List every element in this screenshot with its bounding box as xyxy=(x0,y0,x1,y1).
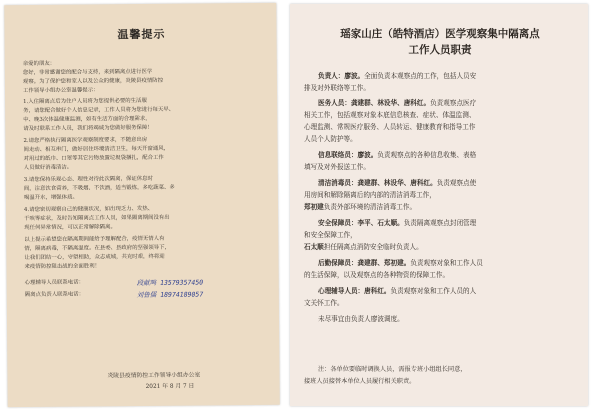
duty-line xyxy=(304,219,476,227)
notice-line: 干咳等症状，及时告知隔离点工作人员，如果隔离期间没有出 xyxy=(24,214,170,223)
notice-line: 您好，非常感谢您的配合与支持，来到隔离点进行医学 xyxy=(22,68,153,77)
duty-text: 的生活保障，以及观察点的各种物资的保障工作。 xyxy=(304,271,450,279)
duty-text: 文关怀工作。 xyxy=(304,299,344,307)
right-notice-title-line1: 瑶家山庄（皓特酒店）医学观察集中隔离点 xyxy=(340,28,540,40)
duty-line xyxy=(304,299,344,307)
footer-organization: 炎陵县疫情防控工作领导小组办公室 xyxy=(107,372,201,380)
notice-line: 2.请您严格执行隔离医学观察制度要求，不随意出房 xyxy=(23,136,148,145)
duty-text: 负责观察点使 xyxy=(436,179,477,187)
duty-role: 负责人：廖波。 xyxy=(318,72,365,80)
left-notice-title: 温馨提示 xyxy=(117,27,166,42)
right-notice-sheet xyxy=(290,4,588,406)
duty-text: 人员个人防护等。 xyxy=(304,135,357,143)
duty-text: 排及对外联络等工作。 xyxy=(304,84,370,92)
notice-line: 人员做好消毒清洁。 xyxy=(23,164,73,172)
duty-line xyxy=(304,191,436,199)
duty-line xyxy=(304,259,483,267)
notice-line: 对用过的纸巾、口罩等其它污物放置垃圾袋捆扎，配合工作 xyxy=(23,154,164,163)
duty-text: 和安全保障工作， xyxy=(304,231,357,239)
duty-role: 信息联络员：廖波。 xyxy=(318,151,378,159)
duty-line xyxy=(304,179,476,187)
notice-line: 4.请您密切观察自己的健康状况，如出现乏力、发热、 xyxy=(24,205,154,214)
notice-line: 亲爱的朋友： xyxy=(22,60,56,68)
notice-line: 务，请您配合做好个人信息记录，工作人员将为您进行每天早、 xyxy=(23,106,175,115)
duty-role: 石太顺 xyxy=(304,243,324,251)
notice-line: 现任何异常情况，可以正常解除隔离。 xyxy=(24,224,116,232)
psych-contact-label: 心理辅导人员联系电话： xyxy=(24,279,85,287)
duty-text: 用房间和解除隔离后的内部的清洁消毒工作， xyxy=(304,191,436,199)
notice-line: 情，隔离病毒，不隔离温度。在县委、县政府的坚强领导下， xyxy=(24,244,170,253)
duty-line xyxy=(304,271,449,279)
duty-role: 医务人员：龚建群、林设华、唐科红。 xyxy=(318,99,431,107)
notice-line: 让我们团结一心，守望相助，众志成城，共克时艰，终将迎 xyxy=(24,253,165,262)
duty-role: 郑初建 xyxy=(304,203,324,211)
notice-line: 观察。为了保护您和家人以及公众的健康，炎陵县疫情防控 xyxy=(22,77,164,86)
left-notice-content xyxy=(22,3,260,390)
duty-text: 填写及对外报送工作。 xyxy=(304,163,370,171)
leader-contact-label: 隔离点负责人联系电话： xyxy=(24,291,85,299)
duty-text: 注：各单位要临时调换人员，需报专班小组组长同意， xyxy=(318,366,467,373)
duty-role: 心理辅导人员：唐科红。 xyxy=(318,287,391,295)
duty-text: 负责观察点医疗 xyxy=(430,99,477,107)
duty-text: 负责外部环境的清洁消毒工作。 xyxy=(323,203,417,211)
notice-line: 来疫情防控阻击战的全面胜利！ xyxy=(24,263,101,271)
duty-text: 接班人员接替本单位人员履行相关职责。 xyxy=(304,378,416,385)
duty-line xyxy=(304,163,370,171)
duty-text: 负责观察点的各种信息收集、表格 xyxy=(377,151,477,159)
duty-line xyxy=(304,99,476,107)
duty-line xyxy=(304,123,475,131)
notice-line: 工作领导小组办公室温馨提示： xyxy=(22,87,99,95)
notice-line: 间走动、相互串门，做好居住环境清洁卫生，每天开窗通风， xyxy=(23,145,170,154)
right-notice-title xyxy=(304,26,576,58)
duty-text: 负责隔离观察点封闭管理 xyxy=(403,219,477,227)
duty-text: 负责观察对象和工作人员 xyxy=(410,259,483,267)
duty-line xyxy=(304,111,475,119)
duty-note xyxy=(304,366,467,374)
duty-text: 担任隔离点消防安全临时负责人。 xyxy=(323,243,423,251)
left-notice-sheet xyxy=(4,3,279,407)
duty-line xyxy=(304,315,404,323)
duty-role: 后勤保障员：龚建群、郑初建。 xyxy=(318,259,411,267)
duty-role: 安全保障员：李平、石太顺。 xyxy=(318,219,404,227)
duty-line xyxy=(304,151,476,159)
duty-text: 负责观察对象和工作人员的人 xyxy=(390,287,477,295)
notice-line: 以上提示希望您在隔离期间能给予理解配合，疫情无情人有 xyxy=(24,235,165,244)
notice-line: 喝温开水，增强体质。 xyxy=(23,194,78,202)
duty-text: 全面负责本观察点的工作，包括人员安 xyxy=(364,72,477,80)
notice-line: 1.入住隔离点后为住户人员将为您提供必要的生活服 xyxy=(23,97,147,106)
duty-text: 心理监测、常规医疗服务、人员转运、健康教育和指导工作 xyxy=(304,123,476,131)
notice-line: 间，注意饮食营养，不吸烟、不饮酒，适当锻炼，多吃蔬菜、多 xyxy=(23,184,175,193)
duty-text: 未尽事宜由负责人廖波调度。 xyxy=(318,315,404,323)
psych-contact-value: 段献鸣 13579357450 xyxy=(136,278,204,288)
duty-line xyxy=(304,72,476,80)
duty-line xyxy=(304,231,357,239)
duty-line xyxy=(304,203,416,211)
duty-line xyxy=(304,135,357,143)
duty-text: 相关工作，包括观察对象本底信息核查、症状、体温监测、 xyxy=(304,111,476,119)
duty-role: 清洁消毒员：龚建群、林设华、唐科红。 xyxy=(318,179,437,187)
duty-line xyxy=(304,84,370,92)
footer-date: 2021 年 8 月 7 日 xyxy=(145,383,195,390)
notice-line: 请及时联系工作人员，我们将竭诚为您做好服务保障！ xyxy=(23,124,153,133)
right-notice-title-line2: 工作人员职责 xyxy=(408,44,472,56)
leader-contact-value: 刘鲁儒 18974189057 xyxy=(136,290,204,300)
duty-line xyxy=(304,243,423,251)
duty-note xyxy=(304,378,415,386)
notice-line: 中、晚3次体温健康监测，如有生活方面的合理需求， xyxy=(23,115,151,124)
duty-line xyxy=(304,287,476,295)
notice-line: 3.请您保持乐观心态、理性对待此次隔离，保证休息时 xyxy=(23,175,153,184)
